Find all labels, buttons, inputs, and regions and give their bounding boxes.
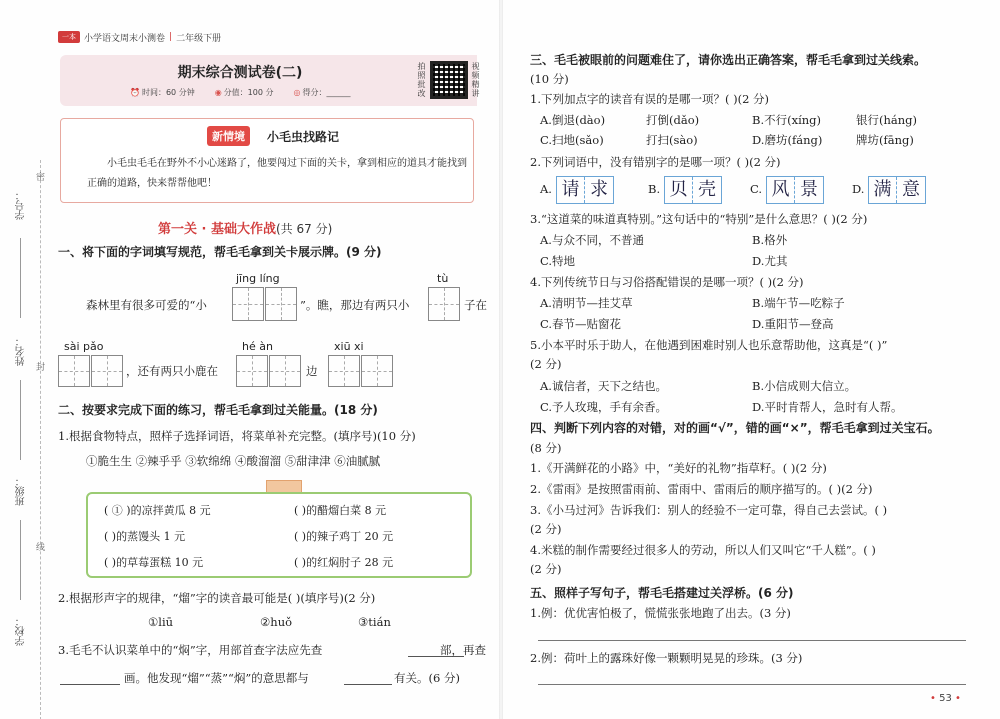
answer-line[interactable]: [538, 684, 966, 685]
tian-grid[interactable]: [236, 355, 268, 387]
option[interactable]: 银行(háng): [856, 113, 918, 127]
answer-line[interactable]: [344, 684, 392, 685]
menu-box: [86, 492, 472, 578]
menu-item[interactable]: ( ① )的凉拌黄瓜 8 元: [104, 504, 211, 517]
q2-sub3: 画。他发现“熘”“蒸”“焖”的意思都与: [124, 671, 309, 685]
q2-choices: ①脆生生 ②辣乎乎 ③软绵绵 ④酸溜溜 ⑤甜津津 ⑥油腻腻: [86, 454, 381, 468]
series-name: 小学语文周末小测卷: [84, 33, 166, 44]
school-label: 学校：: [16, 616, 27, 646]
q3-points: (10 分): [530, 72, 569, 86]
q3-s1: 1.下列加点字的读音有误的是哪一项？( )(2 分): [530, 92, 770, 106]
option-letter[interactable]: C.: [750, 182, 763, 196]
binding-dashed-line: [40, 160, 41, 719]
qr-code-icon[interactable]: [430, 61, 468, 99]
q1-text: ”。瞧，那边有两只小: [300, 298, 410, 312]
tian-grid[interactable]: [91, 355, 123, 387]
pinyin: hé àn: [242, 340, 273, 353]
answer-line[interactable]: [538, 640, 966, 641]
option[interactable]: C.扫地(sǎo): [540, 133, 604, 147]
medal-icon: ◉: [214, 88, 222, 97]
q3-s3: 3.“这道菜的味道真特别。”这句话中的“特别”是什么意思？( )(2 分): [530, 212, 868, 226]
option[interactable]: C.予人玫瑰，手有余香。: [540, 400, 668, 414]
q2-sub3: 3.毛毛不认识菜单中的“焖”字，用部首查字法应先查: [58, 643, 323, 657]
score-info: ◉ 分值：100 分: [214, 88, 274, 97]
q3-heading: 三、毛毛被眼前的问题难住了，请你选出正确答案，帮毛毛拿到过关线索。: [530, 53, 927, 67]
seal-mark: 线: [36, 543, 46, 553]
q3-s2: 2.下列词语中，没有错别字的是哪一项？( )(2 分): [530, 155, 781, 169]
menu-item[interactable]: ( )的草莓蛋糕 10 元: [104, 556, 204, 569]
option[interactable]: ①liū: [148, 615, 174, 629]
got-score: ◎ 得分：______: [293, 88, 351, 97]
tian-grid[interactable]: [58, 355, 90, 387]
q1-text: 边: [306, 364, 318, 378]
option[interactable]: B.端午节—吃粽子: [752, 296, 845, 310]
q2-sub1: 1.根据食物特点，照样子选择词语，将菜单补充完整。(填序号)(10 分): [58, 429, 416, 443]
word-box[interactable]: 贝 壳: [664, 176, 722, 204]
context-badge: 新情境: [207, 126, 250, 146]
name-line[interactable]: [20, 380, 21, 460]
time-info: ⏰ 时间：60 分钟: [130, 88, 195, 97]
option[interactable]: 打倒(dǎo): [646, 113, 700, 127]
pinyin: sài pǎo: [64, 340, 104, 353]
class-label: 班级：: [16, 476, 27, 506]
grade-label: 二年级下册: [176, 33, 222, 44]
judge-points: (2 分): [530, 522, 562, 536]
q1-text: ，还有两只小鹿在: [126, 364, 218, 378]
q2-sub3: 有关。(6 分): [394, 671, 460, 685]
menu-item[interactable]: ( )的红焖肘子 28 元: [294, 556, 394, 569]
page-fold: [499, 0, 503, 719]
option[interactable]: 牌坊(fāng): [856, 133, 914, 147]
q2-sub3: 部，再查: [440, 643, 486, 657]
option[interactable]: 打扫(sào): [646, 133, 698, 147]
judge-item[interactable]: 2.《雷雨》是按照雷雨前、雷雨中、雷雨后的顺序描写的。( )(2 分): [530, 482, 873, 496]
q1-text: 森林里有很多可爱的“小: [86, 298, 207, 312]
q2-heading: 二、按要求完成下面的练习，帮毛毛拿到过关能量。(18 分): [58, 403, 378, 417]
option[interactable]: D.磨坊(fáng): [752, 133, 823, 147]
page-header: [58, 29, 221, 45]
option[interactable]: B.小信成则大信立。: [752, 379, 857, 393]
header-separator: |: [169, 32, 173, 42]
q3-s5: 5.小本平时乐于助人，在他遇到困难时别人也乐意帮助他，这真是“( )”: [530, 338, 888, 352]
exam-meta: [130, 87, 350, 98]
judge-points: (2 分): [530, 562, 562, 576]
option[interactable]: C.特地: [540, 254, 576, 268]
qr-right-label: 视频精讲: [471, 62, 480, 98]
q1-text: 子在: [464, 298, 487, 312]
page-number: • 53 •: [930, 693, 961, 704]
q3-s5-points: (2 分): [530, 357, 562, 371]
option-letter[interactable]: D.: [852, 182, 865, 196]
tian-grid[interactable]: [265, 287, 297, 321]
option[interactable]: D.重阳节—登高: [752, 317, 834, 331]
q5-heading: 五、照样子写句子，帮毛毛搭建过关浮桥。(6 分): [530, 586, 794, 600]
qr-left-label: 拍照批改: [417, 62, 426, 98]
q4-heading: 四、判断下列内容的对错，对的画“√”，错的画“×”，帮毛毛拿到过关宝石。: [530, 421, 940, 435]
option[interactable]: ②huǒ: [260, 615, 293, 629]
option[interactable]: D.平时肯帮人，急时有人帮。: [752, 400, 903, 414]
q5-s1: 1.例：优优害怕极了，慌慌张张地跑了出去。(3 分): [530, 606, 791, 620]
series-logo: 一本: [58, 31, 80, 43]
word-box[interactable]: 请 求: [556, 176, 614, 204]
tian-grid[interactable]: [328, 355, 360, 387]
qr-block: [414, 58, 480, 106]
option[interactable]: D.尤其: [752, 254, 788, 268]
context-text: 小毛虫毛毛在野外不小心迷路了，他要闯过下面的关卡，拿到相应的道具才能找到正确的道路，快来帮帮他吧！: [87, 158, 467, 189]
tian-grid[interactable]: [361, 355, 393, 387]
student-id-label: 学号：: [16, 190, 27, 220]
seal-mark: 封: [36, 363, 46, 373]
option[interactable]: A.清明节—挂艾草: [540, 296, 633, 310]
option[interactable]: ③tián: [358, 615, 391, 629]
menu-item[interactable]: ( )的蒸馒头 1 元: [104, 530, 186, 543]
tian-grid[interactable]: [428, 287, 460, 321]
option-letter[interactable]: A.: [540, 182, 552, 196]
name-label: 姓名：: [16, 336, 27, 366]
option[interactable]: C.春节—贴窗花: [540, 317, 622, 331]
q2-sub2: 2.根据形声字的规律，“熘”字的读音最可能是( )(填序号)(2 分): [58, 591, 376, 605]
target-icon: ◎: [293, 88, 301, 97]
word-box[interactable]: 满 意: [868, 176, 926, 204]
option[interactable]: A.与众不同，不普通: [540, 233, 644, 247]
pinyin: tù: [437, 272, 449, 285]
student-id-line[interactable]: [20, 238, 21, 318]
answer-line[interactable]: [60, 684, 120, 685]
pinyin: jīng líng: [236, 272, 280, 285]
context-box: [60, 118, 474, 203]
judge-item[interactable]: 4.米糕的制作需要经过很多人的劳动，所以人们又叫它“千人糕”。( ): [530, 543, 876, 557]
option[interactable]: B.不行(xíng): [752, 113, 822, 127]
section-title: 第一关 · 基础大作战(共 67 分): [158, 222, 333, 237]
q3-s4: 4.下列传统节日与习俗搭配错误的是哪一项？( )(2 分): [530, 275, 804, 289]
q5-s2: 2.例：荷叶上的露珠好像一颗颗明晃晃的珍珠。(3 分): [530, 651, 803, 665]
clock-icon: ⏰: [130, 88, 140, 97]
context-title: 小毛虫找路记: [267, 130, 340, 144]
option[interactable]: A.倒退(dào): [540, 113, 606, 127]
seal-mark: 密: [36, 173, 46, 183]
tian-grid[interactable]: [269, 355, 301, 387]
q1-heading: 一、将下面的字词填写规范，帮毛毛拿到关卡展示牌。(9 分): [58, 245, 382, 259]
q4-points: (8 分): [530, 441, 562, 455]
pinyin: xiū xi: [334, 340, 364, 353]
judge-item[interactable]: 1.《开满鲜花的小路》中，“美好的礼物”指草籽。( )(2 分): [530, 461, 827, 475]
tian-grid[interactable]: [232, 287, 264, 321]
exam-title: 期末综合测试卷(二): [177, 65, 303, 81]
option-letter[interactable]: B.: [648, 182, 661, 196]
judge-item[interactable]: 3.《小马过河》告诉我们：别人的经验不一定可靠，得自己去尝试。( ): [530, 503, 888, 517]
menu-item[interactable]: ( )的醋熘白菜 8 元: [294, 504, 387, 517]
option[interactable]: A.诚信者，天下之结也。: [540, 379, 667, 393]
menu-item[interactable]: ( )的辣子鸡丁 20 元: [294, 530, 394, 543]
word-box[interactable]: 风 景: [766, 176, 824, 204]
option[interactable]: B.格外: [752, 233, 788, 247]
binding-margin: [0, 160, 50, 719]
class-line[interactable]: [20, 520, 21, 600]
